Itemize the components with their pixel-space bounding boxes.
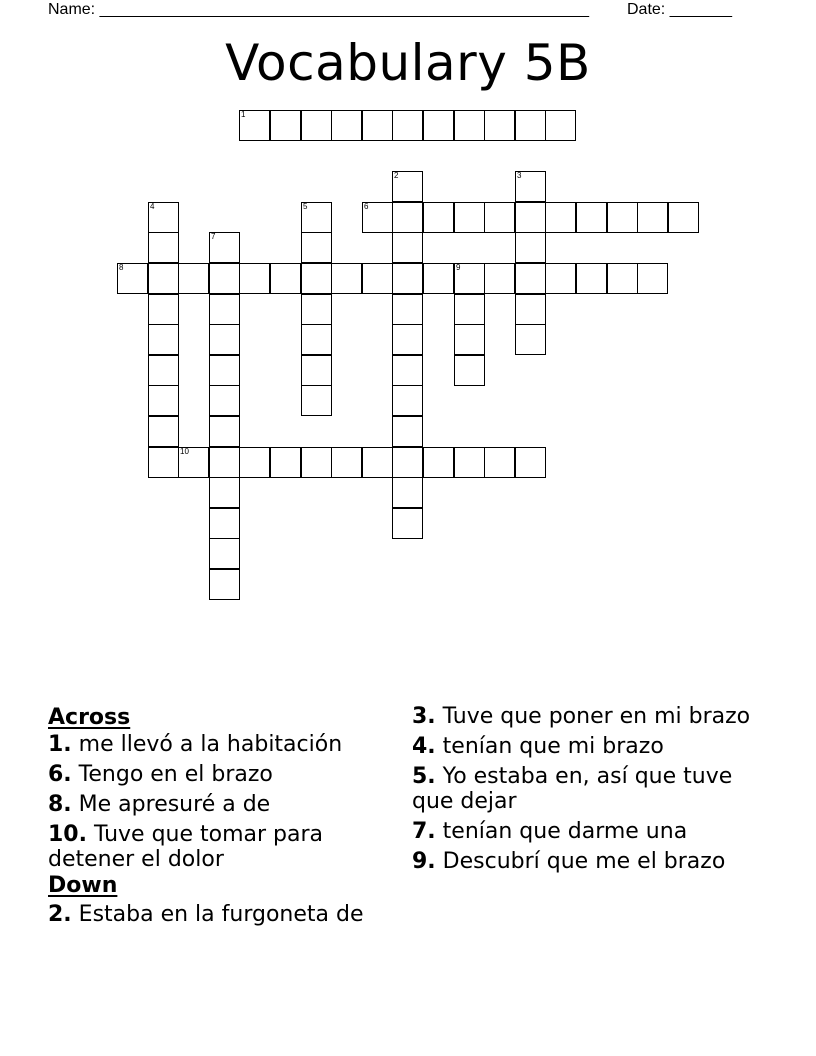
crossword-cell[interactable]: [178, 447, 209, 478]
cell-number: 5: [303, 202, 308, 211]
clues-left-column: [48, 704, 393, 932]
crossword-cell[interactable]: [454, 263, 485, 294]
crossword-cell[interactable]: [484, 110, 515, 141]
clue-number: 8.: [48, 792, 72, 817]
crossword-cell[interactable]: [362, 202, 393, 233]
crossword-cell[interactable]: [209, 263, 240, 294]
clue-number: 6.: [48, 762, 72, 787]
crossword-cell[interactable]: [209, 508, 240, 539]
crossword-cell[interactable]: [392, 477, 423, 508]
cell-number: 7: [211, 232, 216, 241]
name-field-label[interactable]: Name: _______________________________________________________: [48, 1, 589, 18]
crossword-cell[interactable]: [454, 202, 485, 233]
down-heading: Down: [48, 873, 118, 898]
crossword-cell[interactable]: [515, 324, 546, 355]
crossword-cell[interactable]: [209, 538, 240, 569]
crossword-cell[interactable]: [209, 569, 240, 600]
crossword-cell[interactable]: [331, 110, 362, 141]
crossword-cell[interactable]: [362, 110, 393, 141]
crossword-cell[interactable]: [239, 263, 270, 294]
crossword-cell[interactable]: [515, 202, 546, 233]
clue-text: Tuve que poner en mi brazo: [442, 704, 751, 729]
crossword-cell[interactable]: [392, 263, 423, 294]
crossword-cell[interactable]: [392, 171, 423, 202]
crossword-cell[interactable]: [362, 447, 393, 478]
clue-down-7: [412, 819, 757, 844]
clue-text: tenían que mi brazo: [442, 734, 664, 759]
crossword-cell[interactable]: [576, 202, 607, 233]
crossword-cell[interactable]: [331, 447, 362, 478]
crossword-cell[interactable]: [209, 294, 240, 325]
crossword-cell[interactable]: [331, 263, 362, 294]
crossword-cell[interactable]: [423, 202, 454, 233]
crossword-cell[interactable]: [545, 202, 576, 233]
clue-down-4: [412, 734, 757, 759]
clue-number: 10.: [48, 822, 87, 847]
crossword-cell[interactable]: [637, 263, 668, 294]
cell-number: 4: [150, 202, 155, 211]
clue-text: Estaba en la furgoneta de: [78, 902, 364, 927]
crossword-cell[interactable]: [484, 447, 515, 478]
date-field-label[interactable]: Date: _______: [627, 1, 732, 18]
crossword-cell[interactable]: [209, 324, 240, 355]
crossword-cell[interactable]: [484, 263, 515, 294]
clue-number: 2.: [48, 902, 72, 927]
crossword-cell[interactable]: [209, 232, 240, 263]
crossword-cell[interactable]: [423, 263, 454, 294]
crossword-cell[interactable]: [515, 294, 546, 325]
crossword-cell[interactable]: [301, 110, 332, 141]
clue-number: 9.: [412, 849, 436, 874]
clue-across-8: [48, 792, 393, 817]
crossword-cell[interactable]: [392, 416, 423, 447]
crossword-cell[interactable]: [239, 447, 270, 478]
crossword-cell[interactable]: [148, 263, 179, 294]
crossword-cell[interactable]: [239, 110, 270, 141]
crossword-cell[interactable]: [209, 447, 240, 478]
crossword-cell[interactable]: [148, 202, 179, 233]
crossword-cell[interactable]: [301, 263, 332, 294]
clues-right-column: [412, 704, 757, 879]
crossword-cell[interactable]: [392, 110, 423, 141]
crossword-cell[interactable]: [545, 110, 576, 141]
cell-number: 6: [364, 202, 369, 211]
crossword-cell[interactable]: [301, 355, 332, 386]
crossword-cell[interactable]: [607, 202, 638, 233]
clue-text: Me apresuré a de: [78, 792, 271, 817]
clue-number: 5.: [412, 764, 436, 789]
crossword-cell[interactable]: [301, 232, 332, 263]
crossword-cell[interactable]: [362, 263, 393, 294]
crossword-cell[interactable]: [392, 385, 423, 416]
crossword-cell[interactable]: [209, 416, 240, 447]
clue-down-3: [412, 704, 757, 729]
crossword-cell[interactable]: [668, 202, 699, 233]
crossword-cell[interactable]: [484, 202, 515, 233]
crossword-cell[interactable]: [515, 447, 546, 478]
crossword-cell[interactable]: [270, 263, 301, 294]
cell-number: 1: [241, 110, 246, 119]
clue-text: tenían que darme una: [442, 819, 688, 844]
crossword-cell[interactable]: [209, 477, 240, 508]
crossword-cell[interactable]: [454, 447, 485, 478]
crossword-cell[interactable]: [392, 294, 423, 325]
page-title: Vocabulary 5B: [225, 34, 591, 92]
crossword-cell[interactable]: [148, 447, 179, 478]
crossword-cell[interactable]: [301, 385, 332, 416]
crossword-cell[interactable]: [392, 324, 423, 355]
clue-number: 4.: [412, 734, 436, 759]
crossword-cell[interactable]: [392, 232, 423, 263]
crossword-cell[interactable]: [454, 294, 485, 325]
crossword-cell[interactable]: [392, 508, 423, 539]
clue-number: 7.: [412, 819, 436, 844]
crossword-cell[interactable]: [515, 110, 546, 141]
crossword-cell[interactable]: [454, 110, 485, 141]
crossword-cell[interactable]: [423, 447, 454, 478]
crossword-cell[interactable]: [270, 447, 301, 478]
crossword-cell[interactable]: [148, 294, 179, 325]
crossword-cell[interactable]: [301, 202, 332, 233]
crossword-cell[interactable]: [117, 263, 148, 294]
crossword-cell[interactable]: [392, 202, 423, 233]
clue-across-1: [48, 732, 393, 757]
cell-number: 8: [119, 263, 124, 272]
clue-text: Tuve que tomar para detener el dolor: [48, 822, 324, 872]
crossword-cell[interactable]: [454, 355, 485, 386]
clue-text: Tengo en el brazo: [78, 762, 273, 787]
clue-text: me llevó a la habitación: [78, 732, 343, 757]
clue-number: 3.: [412, 704, 436, 729]
cell-number: 9: [456, 263, 461, 272]
crossword-cell[interactable]: [637, 202, 668, 233]
crossword-cell[interactable]: [301, 294, 332, 325]
crossword-cell[interactable]: [148, 416, 179, 447]
crossword-cell[interactable]: [392, 355, 423, 386]
crossword-cell[interactable]: [607, 263, 638, 294]
crossword-cell[interactable]: [270, 110, 301, 141]
crossword-cell[interactable]: [301, 324, 332, 355]
clue-text: Descubrí que me el brazo: [442, 849, 726, 874]
crossword-cell[interactable]: [392, 447, 423, 478]
cell-number: 3: [517, 171, 522, 180]
crossword-cell[interactable]: [515, 171, 546, 202]
clue-down-2: [48, 902, 393, 927]
cell-number: 10: [180, 447, 189, 456]
cell-number: 2: [394, 171, 399, 180]
crossword-cell[interactable]: [454, 324, 485, 355]
crossword-cell[interactable]: [148, 355, 179, 386]
crossword-cell[interactable]: [148, 385, 179, 416]
crossword-cell[interactable]: [301, 447, 332, 478]
crossword-cell[interactable]: [515, 263, 546, 294]
crossword-cell[interactable]: [545, 263, 576, 294]
clue-across-10: [48, 822, 393, 872]
clue-text: Yo estaba en, así que tuve que dejar: [412, 764, 733, 814]
crossword-cell[interactable]: [148, 232, 179, 263]
crossword-cell[interactable]: [178, 263, 209, 294]
across-heading: Across: [48, 705, 131, 730]
clue-number: 1.: [48, 732, 72, 757]
crossword-cell[interactable]: [209, 355, 240, 386]
clue-down-5: [412, 764, 757, 814]
crossword-cell[interactable]: [515, 232, 546, 263]
clue-down-9: [412, 849, 757, 874]
crossword-cell[interactable]: [209, 385, 240, 416]
crossword-cell[interactable]: [423, 110, 454, 141]
crossword-cell[interactable]: [576, 263, 607, 294]
crossword-cell[interactable]: [148, 324, 179, 355]
clue-across-6: [48, 762, 393, 787]
